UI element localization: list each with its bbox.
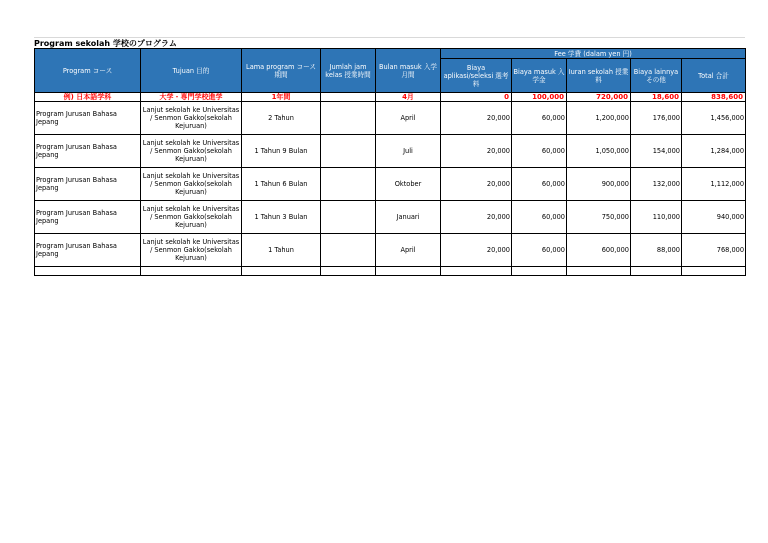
- cell-biaya-masuk: 60,000: [512, 168, 567, 201]
- cell-tujuan: Lanjut sekolah ke Universitas / Senmon Gakko(sekolah Kejuruan): [141, 135, 242, 168]
- cell-bulan-masuk: Januari: [376, 201, 441, 234]
- cell-program: Program Jurusan Bahasa Jepang: [35, 234, 141, 267]
- cell-biaya-lainnya: 176,000: [631, 102, 682, 135]
- blank-cell: [441, 267, 512, 276]
- cell-program: Program Jurusan Bahasa Jepang: [35, 201, 141, 234]
- example-program: 例) 日本語学科: [35, 93, 141, 102]
- cell-total: 1,456,000: [682, 102, 746, 135]
- example-row: [35, 93, 746, 102]
- header-lama-program: Lama program コース期間: [242, 49, 321, 93]
- cell-total: 1,284,000: [682, 135, 746, 168]
- program-rows: [35, 102, 746, 267]
- table-row: [35, 168, 746, 201]
- example-masuk: 100,000: [512, 93, 567, 102]
- example-lainnya: 18,600: [631, 93, 682, 102]
- example-tujuan: 大学・専門学校進学: [141, 93, 242, 102]
- example-jam: [321, 93, 376, 102]
- table-row: [35, 234, 746, 267]
- header-biaya-masuk: Biaya masuk 入学金: [512, 59, 567, 93]
- blank-cell: [631, 267, 682, 276]
- cell-jumlah-jam: [321, 102, 376, 135]
- header-jumlah-jam: Jumlah jam kelas 授業時間: [321, 49, 376, 93]
- cell-biaya-lainnya: 154,000: [631, 135, 682, 168]
- cell-jumlah-jam: [321, 135, 376, 168]
- cell-iuran-sekolah: 900,000: [567, 168, 631, 201]
- cell-program: Program Jurusan Bahasa Jepang: [35, 102, 141, 135]
- cell-tujuan: Lanjut sekolah ke Universitas / Senmon Gakko(sekolah Kejuruan): [141, 201, 242, 234]
- cell-iuran-sekolah: 600,000: [567, 234, 631, 267]
- cell-biaya-masuk: 60,000: [512, 201, 567, 234]
- cell-lama: 2 Tahun: [242, 102, 321, 135]
- cell-jumlah-jam: [321, 168, 376, 201]
- cell-lama: 1 Tahun 3 Bulan: [242, 201, 321, 234]
- cell-biaya-lainnya: 132,000: [631, 168, 682, 201]
- blank-cell: [242, 267, 321, 276]
- cell-lama: 1 Tahun 6 Bulan: [242, 168, 321, 201]
- cell-tujuan: Lanjut sekolah ke Universitas / Senmon Gakko(sekolah Kejuruan): [141, 168, 242, 201]
- cell-tujuan: Lanjut sekolah ke Universitas / Senmon Gakko(sekolah Kejuruan): [141, 234, 242, 267]
- cell-biaya-aplikasi: 20,000: [441, 102, 512, 135]
- header-fee-group: Fee 学費 (dalam yen 円): [441, 49, 746, 59]
- cell-lama: 1 Tahun 9 Bulan: [242, 135, 321, 168]
- cell-biaya-masuk: 60,000: [512, 234, 567, 267]
- cell-biaya-aplikasi: 20,000: [441, 135, 512, 168]
- cell-bulan-masuk: April: [376, 102, 441, 135]
- table-row: [35, 135, 746, 168]
- header-total: Total 合計: [682, 59, 746, 93]
- sheet-title: Program sekolah 学校のプログラム: [34, 39, 177, 48]
- cell-jumlah-jam: [321, 234, 376, 267]
- cell-bulan-masuk: Juli: [376, 135, 441, 168]
- cell-total: 1,112,000: [682, 168, 746, 201]
- example-total: 838,600: [682, 93, 746, 102]
- table-row: [35, 201, 746, 234]
- cell-biaya-aplikasi: 20,000: [441, 201, 512, 234]
- cell-tujuan: Lanjut sekolah ke Universitas / Senmon Gakko(sekolah Kejuruan): [141, 102, 242, 135]
- example-aplikasi: 0: [441, 93, 512, 102]
- blank-cell: [376, 267, 441, 276]
- cell-iuran-sekolah: 1,200,000: [567, 102, 631, 135]
- cell-biaya-aplikasi: 20,000: [441, 234, 512, 267]
- blank-cell: [567, 267, 631, 276]
- cell-iuran-sekolah: 1,050,000: [567, 135, 631, 168]
- example-iuran: 720,000: [567, 93, 631, 102]
- header-program: Program コース: [35, 49, 141, 93]
- blank-cell: [321, 267, 376, 276]
- blank-cell: [512, 267, 567, 276]
- cell-iuran-sekolah: 750,000: [567, 201, 631, 234]
- example-lama: 1年間: [242, 93, 321, 102]
- cell-total: 768,000: [682, 234, 746, 267]
- header-iuran-sekolah: Iuran sekolah 授業料: [567, 59, 631, 93]
- blank-cell: [682, 267, 746, 276]
- header-row-top: [35, 49, 746, 59]
- cell-biaya-masuk: 60,000: [512, 135, 567, 168]
- cell-biaya-lainnya: 88,000: [631, 234, 682, 267]
- cell-lama: 1 Tahun: [242, 234, 321, 267]
- cell-bulan-masuk: Oktober: [376, 168, 441, 201]
- blank-row: [35, 267, 746, 276]
- header-biaya-aplikasi: Biaya aplikasi/seleksi 選考料: [441, 59, 512, 93]
- cell-bulan-masuk: April: [376, 234, 441, 267]
- cell-biaya-lainnya: 110,000: [631, 201, 682, 234]
- cell-biaya-masuk: 60,000: [512, 102, 567, 135]
- header-tujuan: Tujuan 目的: [141, 49, 242, 93]
- header-bulan-masuk: Bulan masuk 入学月間: [376, 49, 441, 93]
- cell-biaya-aplikasi: 20,000: [441, 168, 512, 201]
- cell-program: Program Jurusan Bahasa Jepang: [35, 135, 141, 168]
- blank-cell: [35, 267, 141, 276]
- example-bulan: 4月: [376, 93, 441, 102]
- table-row: [35, 102, 746, 135]
- blank-cell: [141, 267, 242, 276]
- header-biaya-lainnya: Biaya lainnya その他: [631, 59, 682, 93]
- cell-jumlah-jam: [321, 201, 376, 234]
- cell-total: 940,000: [682, 201, 746, 234]
- school-program-table: [34, 48, 746, 276]
- cell-program: Program Jurusan Bahasa Jepang: [35, 168, 141, 201]
